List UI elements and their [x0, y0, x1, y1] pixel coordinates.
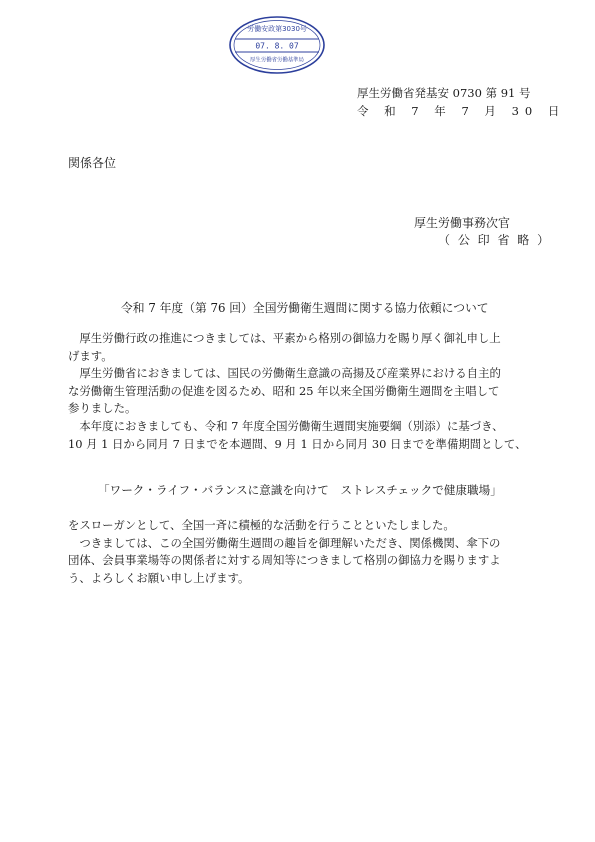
paragraph-line: つきましては、この全国労働衛生週間の趣旨を御理解いただき、関係機関、傘下の: [79, 535, 501, 550]
addressee: 関係各位: [68, 156, 117, 170]
stamp-date: 07. 8. 07: [255, 41, 299, 51]
paragraph-line: う、よろしくお願い申し上げます。: [68, 570, 250, 585]
paragraph-line: をスローガンとして、全国一斉に積極的な活動を行うことといたしました。: [68, 518, 455, 532]
seal-omitted-note: （ 公 印 省 略 ）: [438, 233, 552, 247]
slogan: 「ワーク・ライフ・バランスに意識を向けて ストレスチェックで健康職場」: [98, 483, 502, 497]
paragraph-line: 厚生労働省におきましては、国民の労働衛生意識の高揚及び産業界における自主的: [79, 366, 501, 381]
document-subject: 令和 7 年度（第 76 回）全国労働衛生週間に関する協力依頼について: [121, 301, 489, 315]
paragraph-line: げます。: [68, 348, 113, 363]
document-date: 令 和 7 年 7 月 30 日: [357, 104, 566, 118]
reception-stamp: [227, 14, 327, 76]
paragraph-line: 参りました。: [68, 401, 137, 416]
paragraph-line: 団体、会員事業場等の関係者に対する周知等につきまして格別の御協力を賜りますよ: [68, 553, 501, 568]
stamp-top-text: 労働安政第3030号: [247, 25, 307, 33]
paragraph-line: な労働衛生管理活動の促進を図るため、昭和 25 年以来全国労働衛生週間を主唱して: [68, 383, 500, 398]
stamp-graphic: [227, 14, 327, 76]
paragraph-line: 本年度におきましても、令和 7 年度全国労働衛生週間実施要綱（別添）に基づき、: [79, 418, 504, 433]
body-text: [68, 330, 536, 453]
document-number: 厚生労働省発基安 0730 第 91 号: [357, 86, 531, 100]
paragraph-line: 10 月 1 日から同月 7 日までを本週間、9 月 1 日から同月 30 日までを準備期間として、: [68, 436, 527, 451]
paragraph-line: 厚生労働行政の推進につきましては、平素から格別の御協力を賜り厚く御礼申し上: [79, 331, 501, 345]
stamp-bottom-text: 厚生労働省労働基準局: [250, 57, 304, 64]
body-text-continued: [68, 517, 536, 587]
sender-name: 厚生労働事務次官: [414, 216, 511, 230]
